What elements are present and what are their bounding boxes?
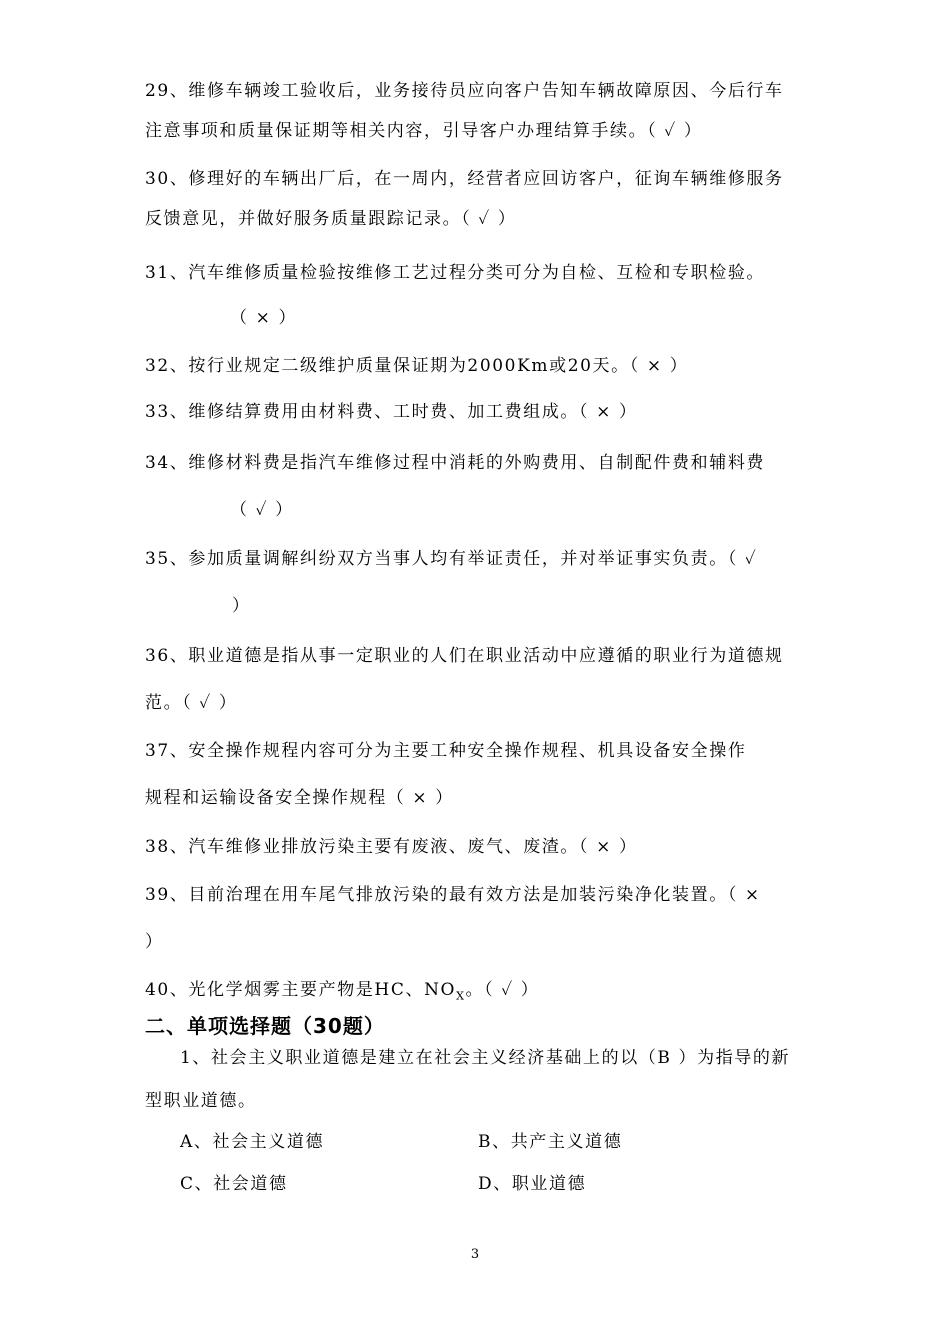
mc-option-c: C、社会道德 [180,1174,288,1194]
q36-line1: 36、职业道德是指从事一定职业的人们在职业活动中应遵循的职业行为道德规 [145,646,784,666]
q36-line2: 范。（ ✓ ） [145,693,238,713]
mc-option-d: D、职业道德 [478,1174,587,1194]
q39-line1: 39、目前治理在用车尾气排放污染的最有效方法是加装污染净化装置。（ × [145,885,761,905]
q35-line1: 35、参加质量调解纠纷双方当事人均有举证责任，并对举证事实负责。（ ✓ [145,549,758,569]
q35-answer-close: ） [232,596,251,616]
q40-line [145,979,539,1007]
page-number: 3 [470,1247,480,1262]
mc-q1-line2: 型职业道德。 [145,1091,257,1111]
q29-line2: 注意事项和质量保证期等相关内容，引导客户办理结算手续。（ ✓ ） [145,121,703,141]
q32-line: 32、按行业规定二级维护质量保证期为2000Km或20天。（ × ） [145,356,689,376]
q39-answer-close: ） [145,932,164,952]
q37-line1: 37、安全操作规程内容可分为主要工种安全操作规程、机具设备安全操作 [145,741,747,761]
q40-prefix: 40、光化学烟雾主要产物是HC、NO [145,980,457,1000]
q37-line2: 规程和运输设备安全操作规程（ × ） [145,788,454,808]
section-title: 二、单项选择题（30题） [145,1014,385,1038]
mc-q1-line1: 1、社会主义职业道德是建立在社会主义经济基础上的以（B ）为指导的新 [180,1048,791,1068]
q34-answer: （ ✓ ） [230,500,294,520]
q31-line1: 31、汽车维修质量检验按维修工艺过程分类可分为自检、互检和专职检验。 [145,263,766,283]
q38-line: 38、汽车维修业排放污染主要有废液、废气、废渣。（ × ） [145,837,638,857]
q30-line1: 30、修理好的车辆出厂后，在一周内，经营者应回访客户，征询车辆维修服务 [145,169,784,189]
q34-line1: 34、维修材料费是指汽车维修过程中消耗的外购费用、自制配件费和辅料费 [145,453,766,473]
q33-line: 33、维修结算费用由材料费、工时费、加工费组成。（ × ） [145,402,638,422]
q30-line2: 反馈意见，并做好服务质量跟踪记录。（ ✓ ） [145,209,517,229]
q31-answer: （ × ） [230,308,298,328]
mc-option-a: A、社会主义道德 [180,1132,325,1152]
q29-line1: 29、维修车辆竣工验收后，业务接待员应向客户告知车辆故障原因、今后行车 [145,81,784,101]
q40-subscript: X [456,989,466,1003]
q40-suffix: 。（ ✓ ） [465,980,540,1000]
mc-option-b: B、共产主义道德 [478,1132,623,1152]
